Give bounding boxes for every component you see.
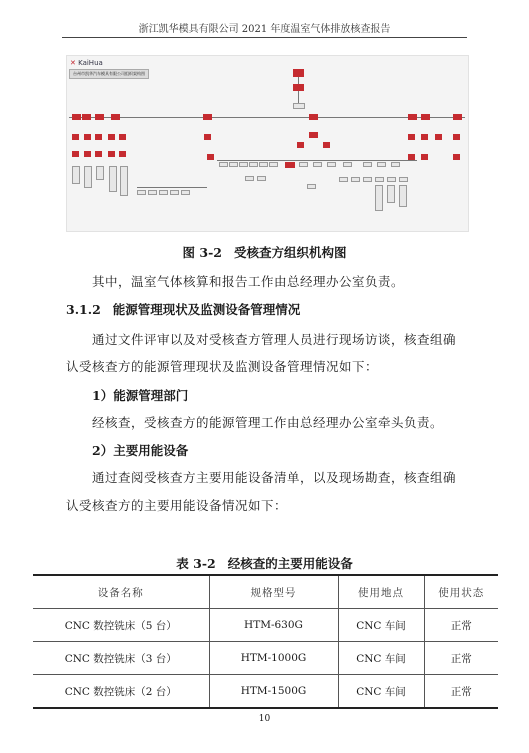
subsection-heading-1: 1）能源管理部门	[92, 388, 189, 403]
org-node-team	[327, 162, 336, 167]
table-cell: CNC 车间	[338, 675, 424, 709]
org-node	[421, 154, 428, 160]
org-node-team	[307, 184, 316, 189]
org-node	[435, 134, 442, 140]
org-node-team	[313, 162, 322, 167]
org-node	[108, 151, 115, 157]
org-node-team	[363, 177, 372, 182]
figure-caption	[0, 243, 529, 261]
org-node-team	[269, 162, 278, 167]
org-node-team	[285, 162, 295, 168]
org-node-column	[375, 185, 383, 211]
table-header-cell: 规格型号	[209, 575, 338, 609]
page-number: 10	[258, 714, 271, 724]
org-node	[108, 134, 115, 140]
header-rule	[62, 37, 467, 38]
section-title: 能源管理现状及监测设备管理情况	[112, 302, 301, 317]
org-node-dept	[95, 114, 104, 120]
org-node-team	[343, 162, 352, 167]
org-node-team	[351, 177, 360, 182]
table-cell: 正常	[424, 642, 498, 675]
org-node	[72, 151, 79, 157]
org-node-team	[391, 162, 400, 167]
paragraph-1: 其中，温室气体核算和报告工作由总经理办公室负责。	[92, 274, 405, 289]
org-node-team	[245, 176, 254, 181]
org-node-dept	[203, 114, 212, 120]
org-node	[207, 154, 214, 160]
org-node-team	[148, 190, 157, 195]
table-number: 表 3-2	[176, 556, 216, 571]
section-heading	[66, 300, 300, 318]
org-node-column	[109, 166, 117, 192]
org-node	[84, 151, 91, 157]
org-node	[72, 134, 79, 140]
org-node-column	[399, 185, 407, 207]
table-caption-text: 经核查的主要用能设备	[227, 556, 353, 571]
subsection-heading-2: 2）主要用能设备	[92, 443, 189, 458]
org-node	[408, 134, 415, 140]
table-caption	[0, 554, 529, 572]
org-node-team	[377, 162, 386, 167]
paragraph-2-line-2: 认受核查方的能源管理现状及监测设备管理情况如下：	[66, 359, 379, 374]
org-node-team	[249, 162, 258, 167]
org-node	[84, 134, 91, 140]
org-node-dept	[453, 114, 462, 120]
table-cell: HTM-1000G	[209, 642, 338, 675]
org-node-team	[229, 162, 238, 167]
org-node-gm-office	[293, 103, 305, 109]
figure-number: 图 3-2	[182, 245, 222, 260]
paragraph-4-line-2: 认受核查方的主要用能设备情况如下：	[66, 498, 288, 513]
org-node	[95, 134, 102, 140]
org-node-team	[299, 162, 308, 167]
org-node-column	[96, 166, 104, 180]
org-node-team	[399, 177, 408, 182]
table-cell: CNC 数控铣床（5 台）	[33, 609, 209, 642]
table-row	[33, 609, 498, 642]
org-node-dept	[111, 114, 120, 120]
org-node-team	[219, 162, 228, 167]
org-node	[119, 151, 126, 157]
org-node-team	[239, 162, 248, 167]
org-chart-figure	[66, 55, 469, 232]
org-node	[119, 134, 126, 140]
org-node-column	[120, 166, 128, 196]
figure-caption-text: 受核查方组织机构图	[233, 245, 347, 260]
org-node-dept	[82, 114, 91, 120]
paragraph-3: 经核查，受核查方的能源管理工作由总经理办公室牵头负责。	[92, 415, 444, 430]
org-node-team	[363, 162, 372, 167]
section-number: 3.1.2	[66, 302, 101, 317]
org-node-dept	[421, 114, 430, 120]
org-node-dept	[72, 114, 81, 120]
table-cell: CNC 数控铣床（2 台）	[33, 675, 209, 709]
org-node-team	[339, 177, 348, 182]
org-node	[453, 154, 460, 160]
org-node-dept	[408, 114, 417, 120]
page-header: 浙江凯华模具有限公司 2021 年度温室气体排放核查报告	[138, 24, 391, 35]
table-cell: HTM-1500G	[209, 675, 338, 709]
org-node	[309, 132, 318, 138]
org-node-team	[259, 162, 268, 167]
org-node	[297, 142, 304, 148]
org-node	[323, 142, 330, 148]
table-cell: CNC 车间	[338, 642, 424, 675]
table-cell: 正常	[424, 675, 498, 709]
org-node-team	[181, 190, 190, 195]
org-node-team	[159, 190, 168, 195]
org-node-column	[84, 166, 92, 188]
org-node-chairman	[293, 69, 304, 77]
org-node-gm	[293, 84, 304, 91]
paragraph-2-line-1: 通过文件评审以及对受核查方管理人员进行现场访谈，核查组确	[92, 332, 457, 347]
table-row	[33, 642, 498, 675]
equipment-table	[33, 574, 498, 709]
org-node-team	[387, 177, 396, 182]
org-node-team	[375, 177, 384, 182]
org-node-dept	[309, 114, 318, 120]
org-node-team	[257, 176, 266, 181]
table-cell: HTM-630G	[209, 609, 338, 642]
org-node-column	[72, 166, 80, 184]
paragraph-4-line-1: 通过查阅受核查方主要用能设备清单，以及现场勘查，核查组确	[92, 470, 457, 485]
company-logo: ✕ KaiHua	[70, 59, 103, 67]
org-node-team	[170, 190, 179, 195]
table-cell: 正常	[424, 609, 498, 642]
org-node	[204, 134, 211, 140]
table-header-row	[33, 575, 498, 609]
org-node-column	[387, 185, 395, 203]
logo-text: KaiHua	[78, 59, 103, 67]
table-cell: CNC 车间	[338, 609, 424, 642]
org-node	[95, 151, 102, 157]
table-header-cell: 设备名称	[33, 575, 209, 609]
table-header-cell: 使用地点	[338, 575, 424, 609]
org-node	[453, 134, 460, 140]
table-row	[33, 675, 498, 709]
org-node-team	[137, 190, 146, 195]
table-cell: CNC 数控铣床（3 台）	[33, 642, 209, 675]
table-header-cell: 使用状态	[424, 575, 498, 609]
org-chart-title: 台州市凯华汽车模具有限公司组织架构图	[69, 69, 149, 79]
org-node	[421, 134, 428, 140]
